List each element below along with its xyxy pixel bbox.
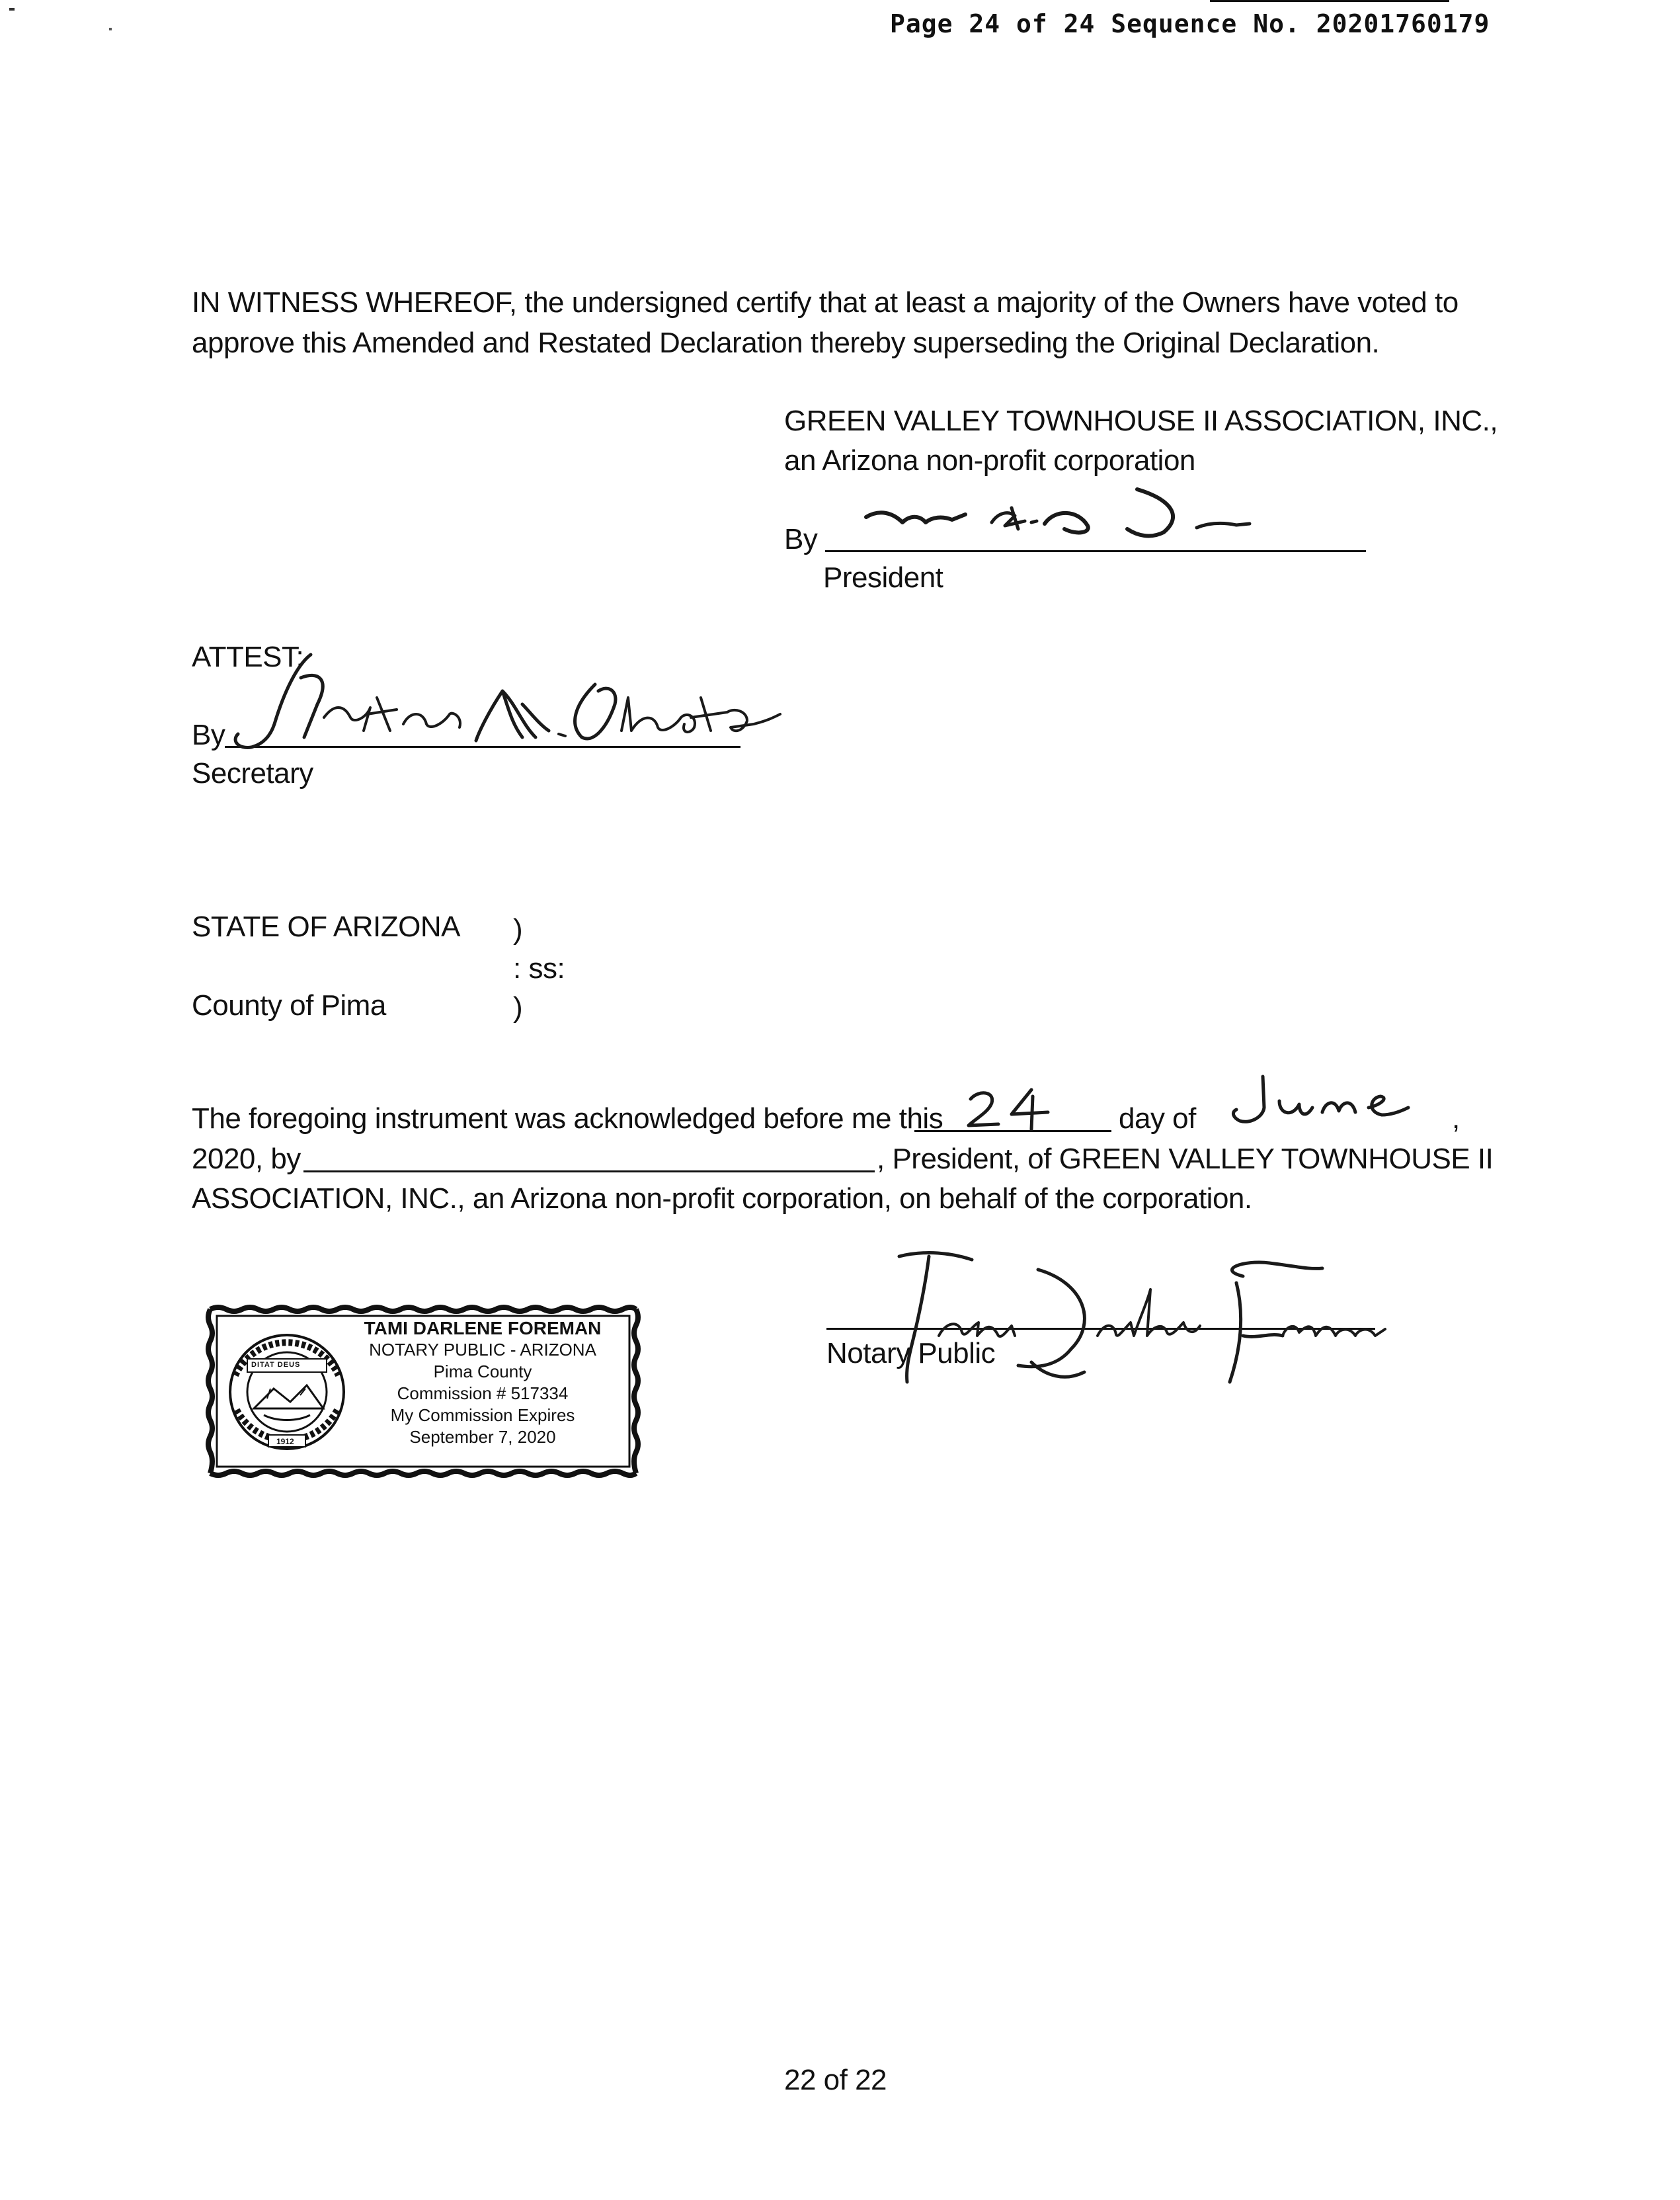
attest-label: ATTEST: [192, 641, 304, 673]
notary-seal-stamp [205, 1303, 641, 1481]
secretary-title: Secretary [192, 757, 313, 790]
secretary-signature [225, 651, 886, 764]
association-name: GREEN VALLEY TOWNHOUSE II ASSOCIATION, INC., [784, 405, 1498, 437]
venue-county: County of Pima [192, 989, 386, 1022]
acknowledgment-line1-comma: , [1452, 1102, 1460, 1135]
stamp-text-block [337, 1317, 628, 1448]
day-of-label: day of [1119, 1102, 1196, 1135]
venue-state: STATE OF ARIZONA [192, 911, 460, 943]
seal-year: 1912 [276, 1437, 294, 1446]
scan-mark [109, 28, 112, 30]
witness-paragraph-line2: approve this Amended and Restated Declaration thereby superseding the Original Declaration. [192, 327, 1380, 359]
page-number-footer: 22 of 22 [784, 2064, 887, 2096]
venue-ss: : ss: [513, 952, 565, 985]
president-signature [826, 476, 1369, 555]
notary-signature [820, 1243, 1415, 1402]
notary-expires-date: September 7, 2020 [409, 1427, 556, 1447]
notary-title: NOTARY PUBLIC - ARIZONA [369, 1340, 596, 1360]
seal-motto: DITAT DEUS [251, 1361, 301, 1369]
association-type: an Arizona non-profit corporation [784, 444, 1195, 477]
handwritten-month [1223, 1071, 1421, 1131]
president-title: President [823, 561, 943, 594]
venue-paren-bottom: ) [513, 991, 523, 1024]
page-sequence-header: Page 24 of 24 Sequence No. 20201760179 [890, 9, 1490, 38]
witness-paragraph-line1: IN WITNESS WHEREOF, the undersigned certify that at least a majority of the Owners have voted to [192, 286, 1459, 319]
handwritten-day [959, 1084, 1064, 1137]
notary-public-label: Notary Public [826, 1337, 996, 1369]
notary-commission: Commission # 517334 [397, 1383, 569, 1403]
scan-mark [9, 8, 15, 11]
acknowledgment-line3: ASSOCIATION, INC., an Arizona non-profit corporation, on behalf of the corporation. [192, 1182, 1252, 1215]
president-name-blank-line [303, 1170, 875, 1172]
president-by-label: By [784, 523, 818, 555]
month-blank-line [1210, 0, 1449, 2]
acknowledgment-line2-prefix: 2020, by [192, 1143, 301, 1175]
secretary-by-label: By [192, 719, 225, 751]
acknowledgment-line2-suffix: , President, of GREEN VALLEY TOWNHOUSE II [877, 1143, 1494, 1175]
venue-paren-top: ) [513, 913, 523, 946]
notary-county: Pima County [433, 1362, 532, 1381]
acknowledgment-line1-prefix: The foregoing instrument was acknowledged before me this [192, 1102, 943, 1135]
notary-expires-label: My Commission Expires [390, 1405, 575, 1425]
notary-name: TAMI DARLENE FOREMAN [364, 1318, 602, 1338]
